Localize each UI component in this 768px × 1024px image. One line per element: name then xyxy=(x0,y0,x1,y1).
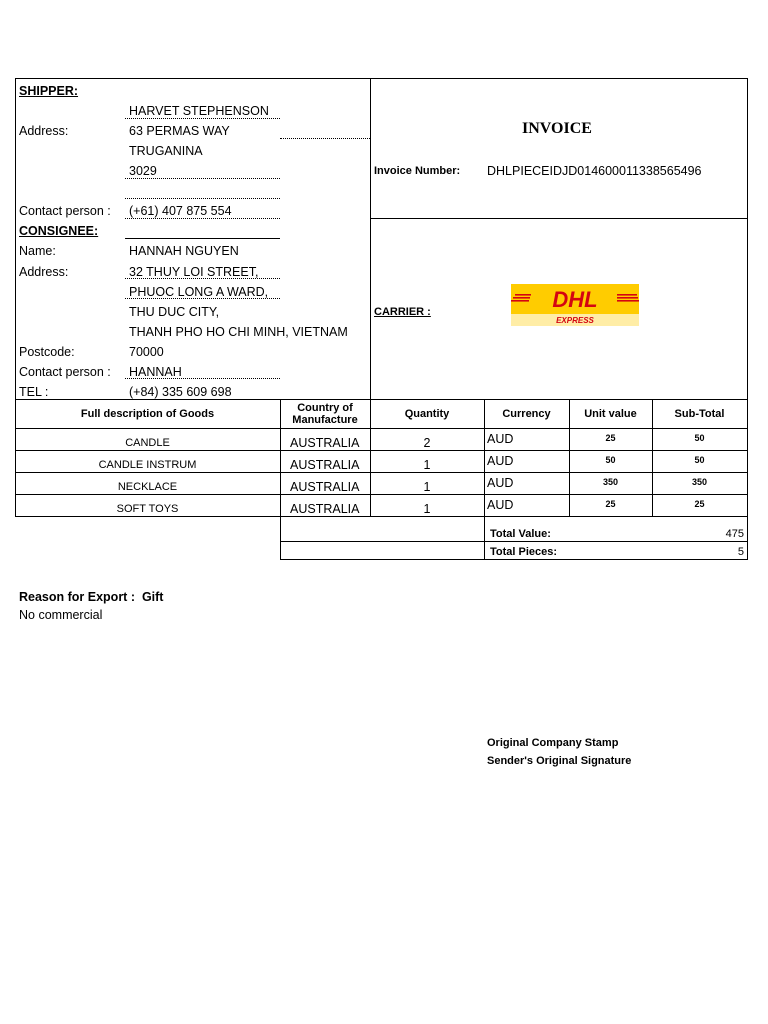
consignee-address-line-2: PHUOC LONG A WARD, xyxy=(129,285,269,299)
right-border xyxy=(747,78,748,559)
consignee-address-line-4: THANH PHO HO CHI MINH, VIETNAM xyxy=(129,325,348,339)
row-description: CANDLE xyxy=(125,437,170,449)
export-reason xyxy=(19,590,163,604)
dotted-line xyxy=(125,118,280,119)
row-description: SOFT TOYS xyxy=(116,503,179,515)
row-currency: AUD xyxy=(487,476,514,490)
shipper-address-label: Address: xyxy=(19,124,69,138)
consignee-name-line xyxy=(125,238,280,239)
col-header-country: Country of Manufacture xyxy=(292,401,358,426)
row-unit-value: 350 xyxy=(602,477,619,487)
row-country: AUSTRALIA xyxy=(290,502,360,516)
col-header-description: Full description of Goods xyxy=(80,407,215,420)
row-quantity: 1 xyxy=(423,458,431,472)
row-country: AUSTRALIA xyxy=(290,480,360,494)
row-currency: AUD xyxy=(487,498,514,512)
dotted-line xyxy=(125,198,280,199)
row-divider-3 xyxy=(15,494,748,495)
row-unit-value: 50 xyxy=(605,455,616,465)
dhl-logo xyxy=(511,284,639,326)
row-unit-value: 25 xyxy=(605,499,616,509)
row-country: AUSTRALIA xyxy=(290,436,360,450)
row-subtotal: 25 xyxy=(694,499,705,509)
row-divider-1 xyxy=(15,450,748,451)
middle-divider xyxy=(370,78,371,517)
shipper-address-line-2: TRUGANINA xyxy=(129,144,203,158)
row-divider-2 xyxy=(15,472,748,473)
consignee-name-label: Name: xyxy=(19,244,56,258)
invoice-carrier-divider xyxy=(370,218,748,219)
col-header-currency: Currency xyxy=(502,407,551,420)
consignee-postcode-value: 70000 xyxy=(129,345,164,359)
row-unit-value: 25 xyxy=(605,433,616,443)
left-border xyxy=(15,78,16,517)
total-value: 475 xyxy=(725,528,744,540)
row-currency: AUD xyxy=(487,432,514,446)
dhl-logo-text: DHL xyxy=(552,287,598,312)
consignee-contact-value: HANNAH xyxy=(129,365,182,379)
table-header-bottom xyxy=(15,428,748,429)
dhl-logo-graphic xyxy=(511,284,639,326)
row-quantity: 2 xyxy=(423,436,431,450)
shipper-heading: SHIPPER: xyxy=(19,84,79,98)
row-subtotal: 50 xyxy=(694,455,705,465)
col-header-subtotal: Sub-Total xyxy=(674,407,725,420)
shipper-contact-value: (+61) 407 875 554 xyxy=(129,204,232,218)
export-note: No commercial xyxy=(19,608,103,622)
row-quantity: 1 xyxy=(423,480,431,494)
shipper-name: HARVET STEPHENSON xyxy=(129,104,269,118)
sender-signature-label: Sender's Original Signature xyxy=(487,755,632,767)
invoice-number-label: Invoice Number: xyxy=(374,165,461,177)
row-subtotal: 50 xyxy=(694,433,705,443)
row-description: NECKLACE xyxy=(117,481,178,493)
row-subtotal: 350 xyxy=(691,477,708,487)
carrier-label: CARRIER : xyxy=(374,306,431,318)
consignee-contact-label: Contact person : xyxy=(19,365,111,379)
invoice-number-value: DHLPIECEIDJD014600011338565496 xyxy=(487,164,702,178)
consignee-name-value: HANNAH NGUYEN xyxy=(129,244,239,258)
dotted-line xyxy=(125,218,280,219)
totals-divider xyxy=(280,541,748,542)
consignee-heading: CONSIGNEE: xyxy=(19,224,99,238)
dotted-line xyxy=(280,138,370,139)
col-header-quantity: Quantity xyxy=(404,407,450,420)
company-stamp-label: Original Company Stamp xyxy=(487,737,619,749)
consignee-address-label: Address: xyxy=(19,265,69,279)
totals-bottom xyxy=(280,559,748,560)
consignee-address-line-1: 32 THUY LOI STREET, xyxy=(129,265,259,279)
shipper-contact-label: Contact person : xyxy=(19,204,111,218)
shipper-address-line-1: 63 PERMAS WAY xyxy=(129,124,230,138)
col-divider-1 xyxy=(280,399,281,559)
consignee-postcode-label: Postcode: xyxy=(19,345,75,359)
invoice-title: INVOICE xyxy=(522,120,592,137)
consignee-address-line-3: THU DUC CITY, xyxy=(129,305,220,319)
top-border xyxy=(15,78,748,79)
col-header-unit-value: Unit value xyxy=(584,407,637,420)
dhl-logo-subtext: EXPRESS xyxy=(556,316,594,325)
export-reason-label: Reason for Export : xyxy=(19,590,135,604)
consignee-tel-label: TEL : xyxy=(19,385,49,399)
row-description: CANDLE INSTRUM xyxy=(98,459,197,471)
consignee-tel-value: (+84) 335 609 698 xyxy=(129,385,232,399)
total-value-label: Total Value: xyxy=(490,528,551,540)
total-pieces: 5 xyxy=(737,546,744,558)
total-pieces-label: Total Pieces: xyxy=(490,546,558,558)
row-currency: AUD xyxy=(487,454,514,468)
shipper-address-line-3: 3029 xyxy=(129,164,157,178)
dotted-line xyxy=(125,178,280,179)
table-bottom xyxy=(15,516,748,517)
row-quantity: 1 xyxy=(423,502,431,516)
export-reason-value: Gift xyxy=(141,590,164,604)
row-country: AUSTRALIA xyxy=(290,458,360,472)
